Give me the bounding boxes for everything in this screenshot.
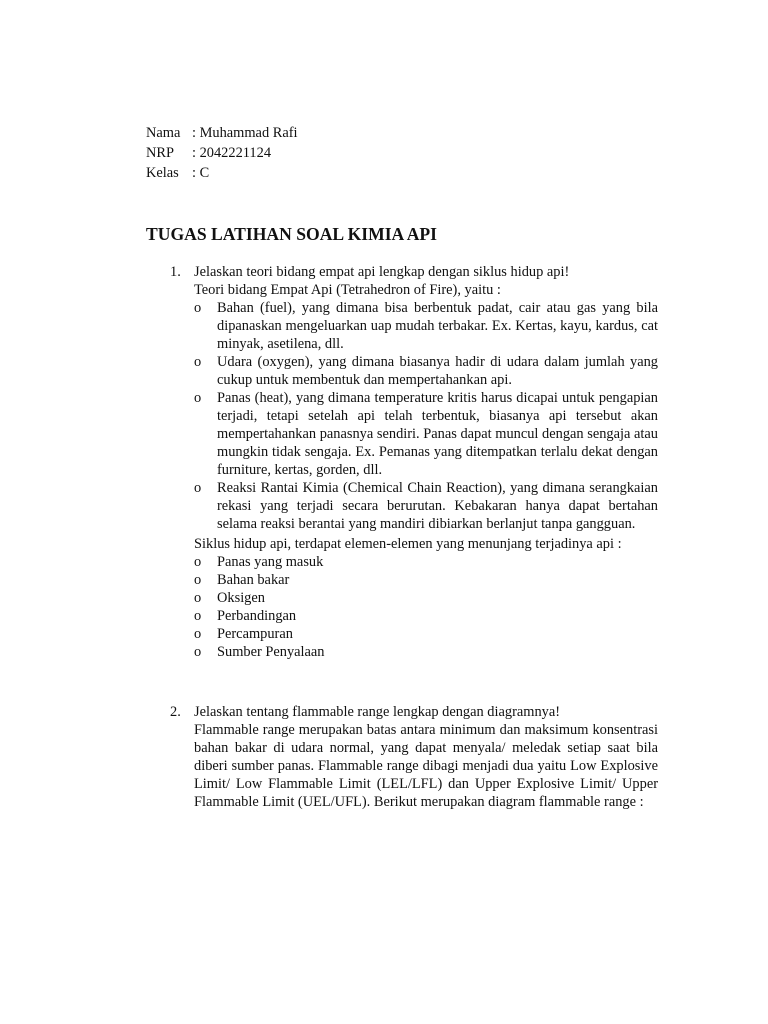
- bullet-marker: o: [194, 354, 202, 370]
- question-body: [194, 703, 658, 811]
- bullet-marker: o: [194, 300, 202, 316]
- question-body: [194, 263, 658, 661]
- theory-list: [194, 299, 658, 533]
- student-identity: [146, 123, 298, 183]
- question-text: Jelaskan tentang flammable range lengkap dengan diagramnya!: [194, 704, 561, 720]
- bullet-marker: o: [194, 390, 202, 406]
- question-2: [170, 703, 658, 811]
- list-item-text: Perbandingan: [217, 608, 297, 624]
- list-item: [194, 607, 658, 625]
- bullet-marker: o: [194, 554, 202, 570]
- list-item-text: Percampuran: [217, 626, 293, 642]
- question-text: Jelaskan teori bidang empat api lengkap dengan siklus hidup api!: [194, 264, 570, 280]
- cycle-intro: Siklus hidup api, terdapat elemen-elemen yang menunjang terjadinya api :: [194, 536, 622, 552]
- identity-row-class: [146, 163, 298, 183]
- bullet-marker: o: [194, 608, 202, 624]
- identity-row-nrp: [146, 143, 298, 163]
- list-item-text: Reaksi Rantai Kimia (Chemical Chain Reaction), yang dimana serangkaian rekasi yang terjadi secara berurutan. Kebakaran hanya dapat bertahan selama reaksi berantai yang mandiri dibiarkan berlanjut tanpa gangguan.: [217, 480, 658, 532]
- list-item: [194, 299, 658, 353]
- list-item: [194, 643, 658, 661]
- identity-value: : C: [192, 165, 210, 181]
- list-item: [194, 479, 658, 533]
- answer-paragraph: Flammable range merupakan batas antara minimum dan maksimum konsentrasi bahan bakar di udara normal, yang dapat menyala/ meledak setiap saat bila diberi sumber panas. Flammable range dibagi menjadi dua yaitu Low Explosive Limit/ Low Flammable Limit (LEL/LFL) dan Upper Explosive Limit/ Upper Flammable Limit (UEL/UFL). Berikut merupakan diagram flammable range :: [194, 722, 658, 810]
- list-item-text: Sumber Penyalaan: [217, 644, 325, 660]
- bullet-marker: o: [194, 626, 202, 642]
- list-item-text: Bahan bakar: [217, 572, 290, 588]
- document-title: TUGAS LATIHAN SOAL KIMIA API: [146, 224, 438, 244]
- list-item-text: Bahan (fuel), yang dimana bisa berbentuk padat, cair atau gas yang bila dipanaskan mengeluarkan uap mudah terbakar. Ex. Kertas, kayu, kardus, cat minyak, asetilena, dll.: [217, 300, 658, 352]
- list-item: [194, 571, 658, 589]
- identity-key: NRP: [146, 145, 174, 161]
- list-item-text: Panas (heat), yang dimana temperature kritis harus dicapai untuk pengapian terjadi, tetapi setelah api telah terbentuk, biasanya api tersebut akan mempertahankan panasnya sendiri. Panas dapat muncul dengan sengaja atau mungkin tidak sengaja. Ex. Pemanas yang ditempatkan terlalu dekat dengan furniture, kertas, gorden, dll.: [217, 390, 658, 478]
- list-item: [194, 553, 658, 571]
- bullet-marker: o: [194, 480, 202, 496]
- identity-value: : 2042221124: [192, 145, 272, 161]
- bullet-marker: o: [194, 590, 202, 606]
- question-1: [170, 263, 658, 661]
- list-item-text: Udara (oxygen), yang dimana biasanya hadir di udara dalam jumlah yang cukup untuk membentuk dan mempertahankan api.: [217, 354, 658, 388]
- bullet-marker: o: [194, 572, 202, 588]
- list-item: [194, 389, 658, 479]
- bullet-marker: o: [194, 644, 202, 660]
- question-number: 1.: [170, 264, 181, 280]
- list-item-text: Oksigen: [217, 590, 265, 606]
- identity-value: : Muhammad Rafi: [192, 125, 298, 141]
- list-item-text: Panas yang masuk: [217, 554, 324, 570]
- list-item: [194, 589, 658, 607]
- identity-key: Nama: [146, 125, 181, 141]
- question-number: 2.: [170, 704, 181, 720]
- identity-key: Kelas: [146, 165, 179, 181]
- answer-intro: Teori bidang Empat Api (Tetrahedron of Fire), yaitu :: [194, 282, 501, 298]
- list-item: [194, 353, 658, 389]
- list-item: [194, 625, 658, 643]
- identity-row-name: [146, 123, 298, 143]
- cycle-list: [194, 553, 658, 661]
